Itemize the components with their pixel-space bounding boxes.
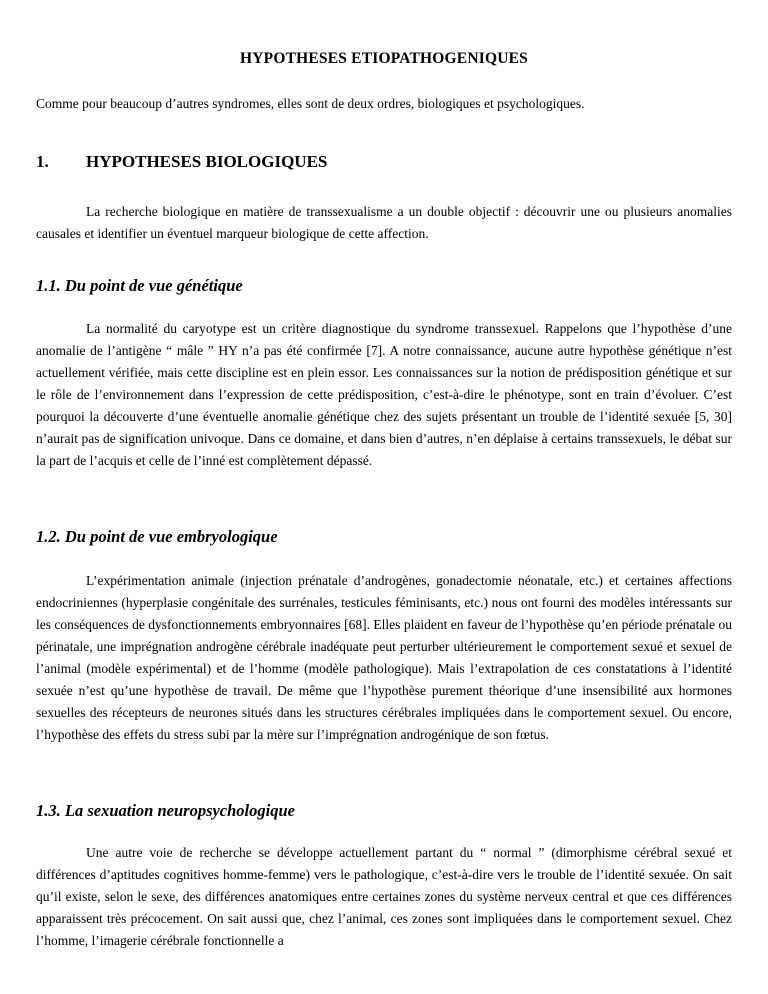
section-1-3-heading: 1.3. La sexuation neuropsychologique: [36, 801, 295, 820]
section-1-number: 1.: [36, 152, 49, 171]
section-1-1-paragraph: La normalité du caryotype est un critère diagnostique du syndrome transsexuel. Rappelons que l’hypothèse d’une anomalie de l’antigène “ mâle ” HY n’a pas été confirmée [7]. A notre connaissance, aucune autre hypothèse génétique n’est actuellement vérifiée, mais cette discipline est en plein essor. Les connaissances sur la notion de prédisposition génétique et sur le rôle de l’environnement dans l’expression de cette prédisposition, c’est-à-dire le phénotype, sont en train d’évoluer. C’est pourquoi la découverte d’une éventuelle anomalie génétique chez des sujets présentant un trouble de l’identité sexuée [5, 30] n’aurait pas de signification univoque. Dans ce domaine, et dans bien d’autres, n’en déplaise à certains transsexuels, le débat sur la part de l’acquis et celle de l’inné est complètement dépassé.: [36, 321, 732, 468]
section-1-1-heading: 1.1. Du point de vue génétique: [36, 276, 243, 295]
intro-paragraph: Comme pour beaucoup d’autres syndromes, elles sont de deux ordres, biologiques et psychologiques.: [36, 96, 585, 111]
document-title: HYPOTHESES ETIOPATHOGENIQUES: [240, 50, 528, 67]
section-1-heading-text: HYPOTHESES BIOLOGIQUES: [86, 152, 328, 171]
section-1-2-heading: 1.2. Du point de vue embryologique: [36, 527, 278, 546]
section-1-3-paragraph: Une autre voie de recherche se développe actuellement partant du “ normal ” (dimorphisme cérébral sexué et différences d’aptitudes cognitives homme-femme) vers le pathologique, c’est-à-dire vers le trouble de l’identité sexuée. On sait qu’il existe, selon le sexe, des différences anatomiques entre certaines zones du système nerveux central et que ces différences apparaissent très précocement. On sait aussi que, chez l’animal, ces zones sont impliquées dans le comportement sexuel. Chez l’homme, l’imagerie cérébrale fonctionnelle a: [36, 845, 732, 948]
section-1-paragraph: La recherche biologique en matière de transsexualisme a un double objectif : découvrir une ou plusieurs anomalies causales et identifier un éventuel marqueur biologique de cette affection.: [36, 204, 732, 241]
section-1-heading: [36, 152, 327, 172]
section-1-2-paragraph: L’expérimentation animale (injection prénatale d’androgènes, gonadectomie néonatale, etc.) et certaines affections endocriniennes (hyperplasie congénitale des surrénales, testicules féminisants, etc.) nous ont fourni des modèles intéressants sur les conséquences de dysfonctionnements embryonnaires [68]. Elles plaident en faveur de l’hypothèse qu’en période prénatale ou périnatale, une imprégnation androgène cérébrale inadéquate peut perturber ultérieurement le comportement sexué et sexuel de l’animal (modèle expérimental) et de l’homme (modèle pathologique). Mais l’extrapolation de ces constatations à l’identité sexuée n’est qu’une hypothèse de travail. De même que l’hypothèse purement théorique d’une insensibilité aux hormones sexuelles des récepteurs de neurones situés dans les structures cérébrales impliquées dans le comportement sexuel. Ou encore, l’hypothèse des effets du stress subi par la mère sur l’imprégnation androgénique de son fœtus.: [36, 573, 732, 742]
